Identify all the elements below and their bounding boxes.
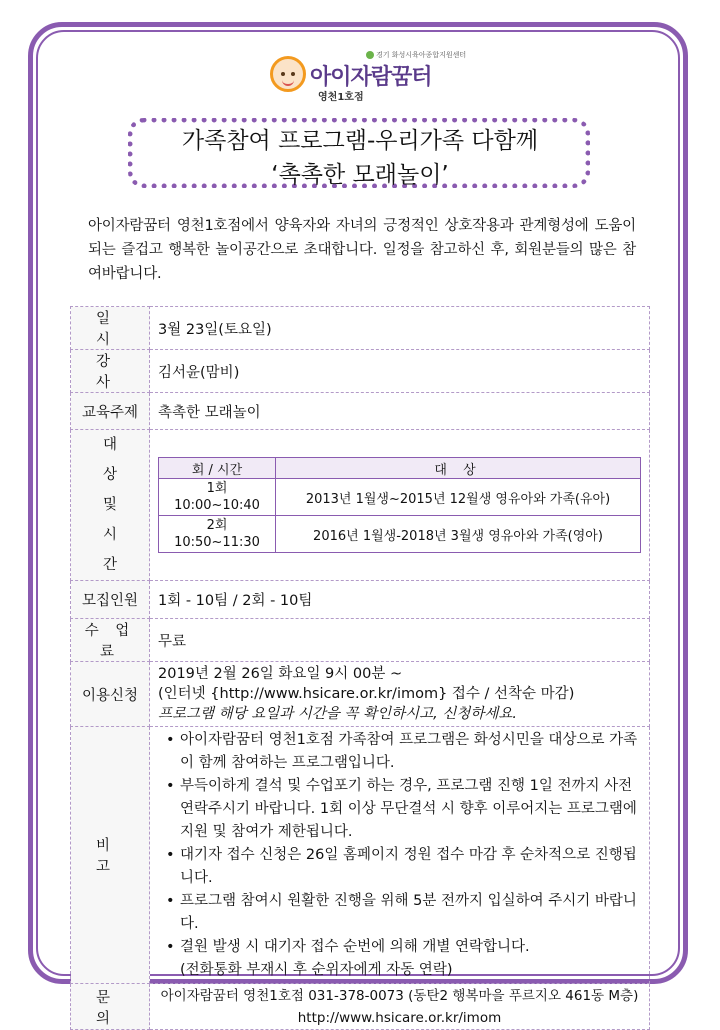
apply-line-2: (인터넷 {http://www.hsicare.or.kr/imom} 접수 / 선착순 마감)	[158, 686, 575, 702]
apply-note: 프로그램 해당 요일과 시간을 꼭 확인하시고, 신청하세요.	[158, 706, 518, 722]
schedule-cell	[150, 430, 650, 581]
label-target-3: 시 간	[102, 527, 131, 573]
label-notes: 비 고	[71, 727, 150, 984]
row-apply	[71, 662, 650, 727]
row-instructor	[71, 350, 650, 393]
session-num: 1회	[206, 481, 228, 496]
label-target	[71, 430, 150, 581]
logo	[270, 50, 467, 110]
row-capacity	[71, 581, 650, 619]
label-fee: 수 업 료	[71, 619, 150, 662]
label-apply: 이용신청	[71, 662, 150, 727]
notes-list	[158, 729, 641, 959]
schedule-head-target: 대 상	[276, 458, 641, 479]
schedule-target-2: 2016년 1월생-2018년 3월생 영유아와 가족(영아)	[276, 516, 641, 553]
row-contact	[71, 984, 650, 1030]
list-item: • 아이자람꿈터 영천1호점 가족참여 프로그램은 화성시민을 대상으로 가족이 함께 참여하는 프로그램입니다.	[180, 729, 641, 775]
label-capacity: 모집인원	[71, 581, 150, 619]
value-apply	[150, 662, 650, 727]
logo-name: 아이자람꿈터	[310, 65, 432, 90]
list-item: • 부득이하게 결석 및 수업포기 하는 경우, 프로그램 진행 1일 전까지 사전 연락주시기 바랍니다. 1회 이상 무단결석 시 향후 이루어지는 프로그램에 지원 및 참여가 제한됩니다.	[180, 775, 641, 844]
list-item: • 결원 발생 시 대기자 접수 순번에 의해 개별 연락합니다.	[180, 936, 641, 959]
schedule-table	[158, 457, 641, 553]
schedule-session-1	[159, 479, 276, 516]
label-date: 일 시	[71, 307, 150, 350]
contact-line-1: 아이자람꿈터 영천1호점 031-378-0073 (동탄2 행복마을 푸르지오 461동 M층)	[160, 987, 639, 1004]
title-line-1: 가족참여 프로그램-우리가족 다함께	[181, 128, 539, 154]
row-target	[71, 430, 650, 581]
logo-face-icon	[270, 56, 306, 92]
label-instructor: 강 사	[71, 350, 150, 393]
value-capacity: 1회 - 10팀 / 2회 - 10팀	[150, 581, 650, 619]
intro-paragraph: 아이자람꿈터 영천1호점에서 양육자와 자녀의 긍정적인 상호작용과 관계형성에 도움이 되는 즐겁고 행복한 놀이공간으로 초대합니다. 일정을 참고하신 후, 회원분들의 많은 참여바랍니다.	[88, 218, 636, 282]
value-date: 3월 23일(토요일)	[150, 307, 650, 350]
notes-sub-note: (전화통화 부재시 후 순위자에게 자동 연락)	[180, 962, 453, 978]
logo-org-text: 경기 화성시육아종합지원센터	[366, 50, 466, 60]
title-line-2: ‘촉촉한 모래놀이’	[271, 162, 449, 188]
session-num: 2회	[206, 518, 228, 533]
schedule-session-2	[159, 516, 276, 553]
schedule-head-session: 회 / 시간	[159, 458, 276, 479]
logo-branch: 영천1호점	[318, 92, 364, 103]
row-notes	[71, 727, 650, 984]
schedule-row	[159, 516, 641, 553]
schedule-row	[159, 479, 641, 516]
label-topic: 교육주제	[71, 393, 150, 430]
session-time: 10:50~11:30	[174, 535, 260, 550]
value-topic: 촉촉한 모래놀이	[150, 393, 650, 430]
list-item: • 프로그램 참여시 원활한 진행을 위해 5분 전까지 입실하여 주시기 바랍니다.	[180, 890, 641, 936]
value-instructor: 김서윤(맘비)	[150, 350, 650, 393]
value-contact	[150, 984, 650, 1030]
row-topic	[71, 393, 650, 430]
value-fee: 무료	[150, 619, 650, 662]
session-time: 10:00~10:40	[174, 498, 260, 513]
label-target-1: 대 상	[102, 437, 131, 483]
info-table	[70, 306, 650, 1030]
list-item: • 대기자 접수 신청은 26일 홈페이지 정원 접수 마감 후 순차적으로 진행됩니다.	[180, 844, 641, 890]
contact-url[interactable]: http://www.hsicare.or.kr/imom	[297, 1009, 502, 1026]
apply-line-1: 2019년 2월 26일 화요일 9시 00분 ~	[158, 666, 403, 682]
row-date	[71, 307, 650, 350]
label-contact: 문 의	[71, 984, 150, 1030]
schedule-target-1: 2013년 1월생~2015년 12월생 영유아와 가족(유아)	[276, 479, 641, 516]
label-target-2: 및	[102, 497, 117, 513]
row-fee	[71, 619, 650, 662]
value-notes	[150, 727, 650, 984]
